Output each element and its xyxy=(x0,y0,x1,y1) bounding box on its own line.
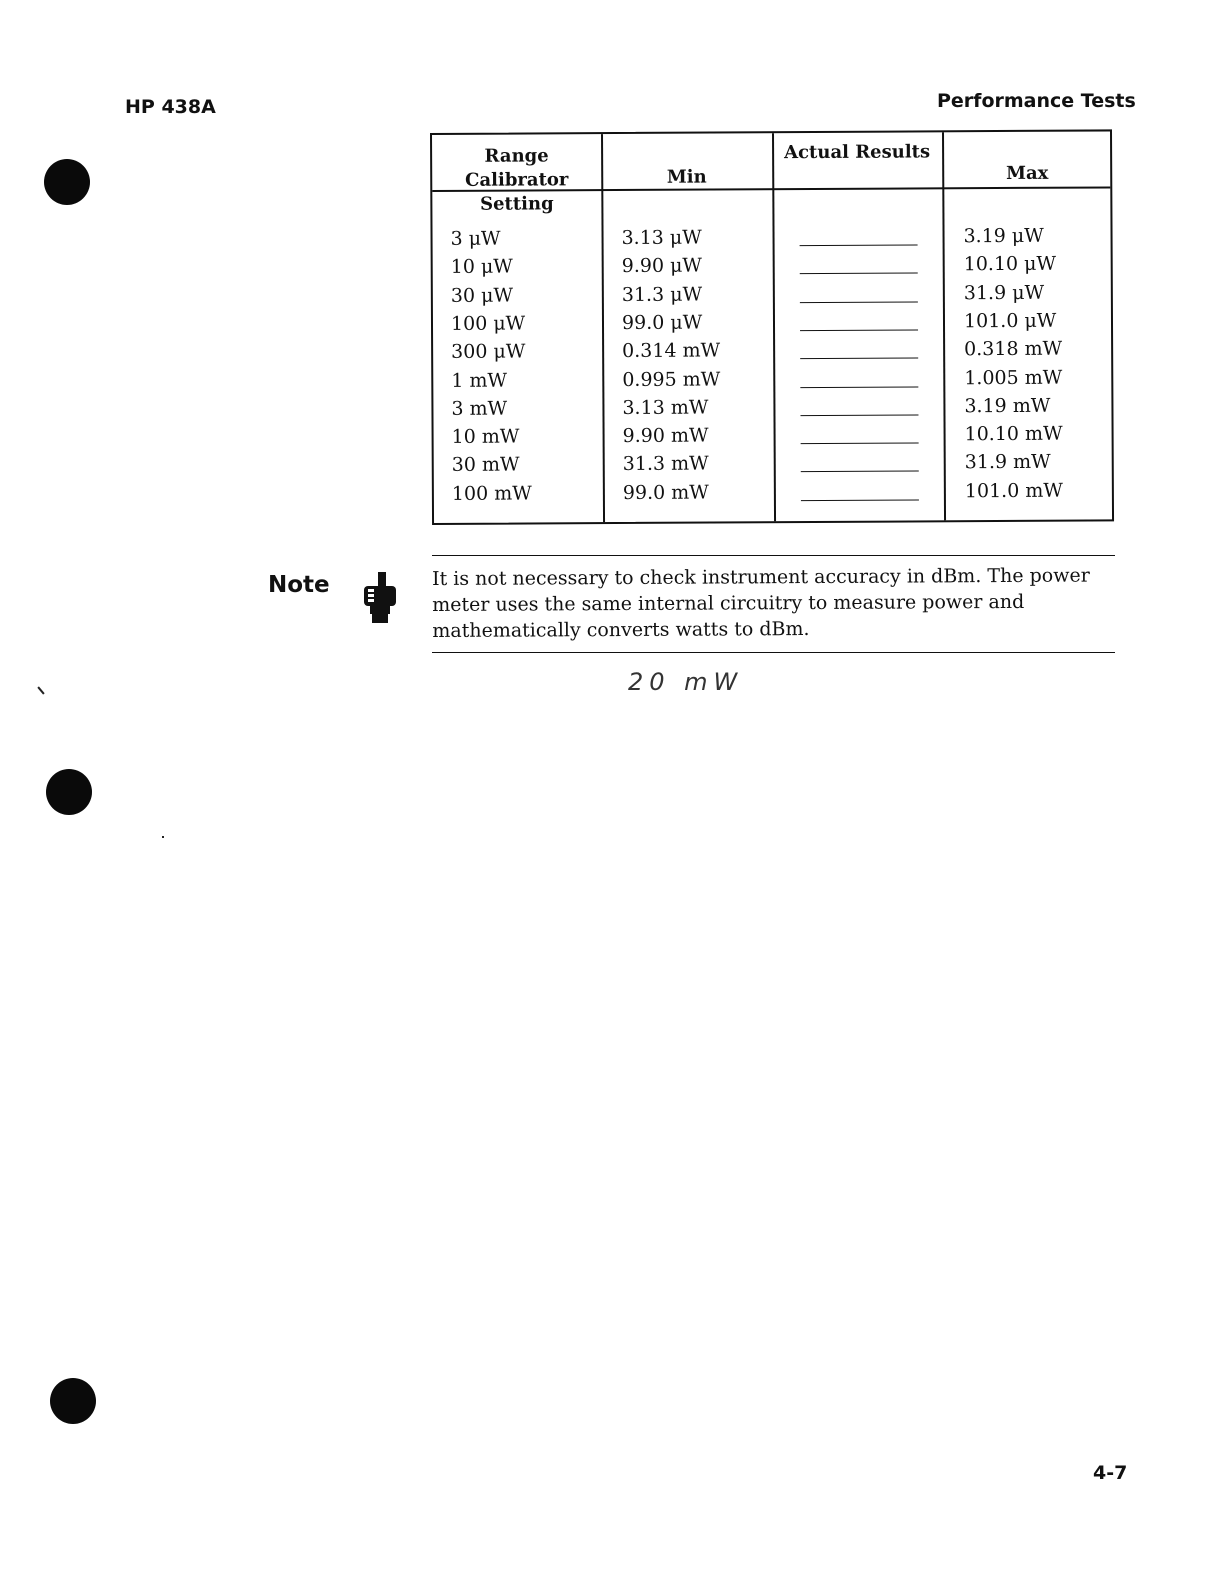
row-setting: 3 mW xyxy=(451,397,508,420)
actual-result-blank xyxy=(800,386,918,388)
section-title-header: Performance Tests xyxy=(937,90,1136,112)
row-min: 9.90 μW xyxy=(621,254,702,277)
actual-result-blank xyxy=(800,357,918,359)
note-label: Note xyxy=(268,572,330,598)
row-max: 31.9 mW xyxy=(964,450,1051,474)
actual-result-blank xyxy=(800,329,918,331)
row-max: 101.0 mW xyxy=(964,479,1063,503)
row-max: 3.19 μW xyxy=(963,224,1044,248)
handwritten-annotation: 20 mW xyxy=(628,668,744,696)
row-min: 0.314 mW xyxy=(622,339,721,362)
note-text: It is not necessary to check instrument accuracy in dBm. The power meter uses the same internal circuitry to measure power and mathematically converts watts to dBm. xyxy=(432,564,1090,642)
row-setting: 30 mW xyxy=(451,453,520,476)
manual-model-header: HP 438A xyxy=(125,96,216,118)
row-setting: 30 μW xyxy=(450,284,514,307)
row-max: 101.0 μW xyxy=(963,309,1057,333)
row-min: 31.3 μW xyxy=(621,283,703,306)
row-setting: 300 μW xyxy=(451,340,526,363)
row-setting: 10 mW xyxy=(451,425,520,448)
note-top-rule xyxy=(432,555,1115,556)
row-min: 3.13 mW xyxy=(622,396,709,419)
row-setting: 10 μW xyxy=(450,255,513,278)
header-min: Min xyxy=(666,166,707,188)
row-max: 31.9 μW xyxy=(963,281,1045,305)
actual-result-blank xyxy=(800,244,918,246)
binder-hole xyxy=(44,159,90,205)
row-setting: 3 μW xyxy=(450,227,501,250)
row-max: 10.10 mW xyxy=(964,422,1063,446)
row-setting: 100 mW xyxy=(451,482,532,505)
row-min: 31.3 mW xyxy=(622,452,709,475)
row-min: 9.90 mW xyxy=(622,424,709,447)
actual-result-blank xyxy=(800,301,918,303)
scan-mark xyxy=(37,686,44,694)
column-divider xyxy=(772,133,776,521)
row-max: 3.19 mW xyxy=(964,394,1051,418)
row-max: 10.10 μW xyxy=(963,252,1057,276)
note-bottom-rule xyxy=(432,652,1115,653)
performance-test-table xyxy=(430,129,1114,525)
header-range-calibrator-setting: Range Calibrator Setting xyxy=(465,145,569,215)
row-min: 99.0 mW xyxy=(622,481,709,504)
row-max: 1.005 mW xyxy=(964,366,1063,390)
pointing-hand-icon xyxy=(362,572,398,624)
binder-hole xyxy=(50,1378,96,1424)
actual-result-blank xyxy=(800,272,918,274)
row-setting: 100 μW xyxy=(450,312,526,335)
actual-result-blank xyxy=(801,499,919,501)
row-min: 99.0 μW xyxy=(621,311,703,334)
page-number: 4-7 xyxy=(1093,1462,1128,1484)
column-divider xyxy=(942,132,946,520)
header-actual-results: Actual Results xyxy=(784,141,931,164)
column-divider xyxy=(601,134,605,522)
actual-result-blank xyxy=(800,414,918,416)
actual-result-blank xyxy=(801,442,919,444)
row-min: 0.995 mW xyxy=(622,368,721,391)
binder-hole xyxy=(46,769,92,815)
header-max: Max xyxy=(1005,162,1049,184)
row-setting: 1 mW xyxy=(451,369,508,392)
actual-result-blank xyxy=(801,470,919,472)
scan-mark xyxy=(162,836,164,838)
row-max: 0.318 mW xyxy=(964,337,1063,361)
row-min: 3.13 μW xyxy=(621,226,702,249)
